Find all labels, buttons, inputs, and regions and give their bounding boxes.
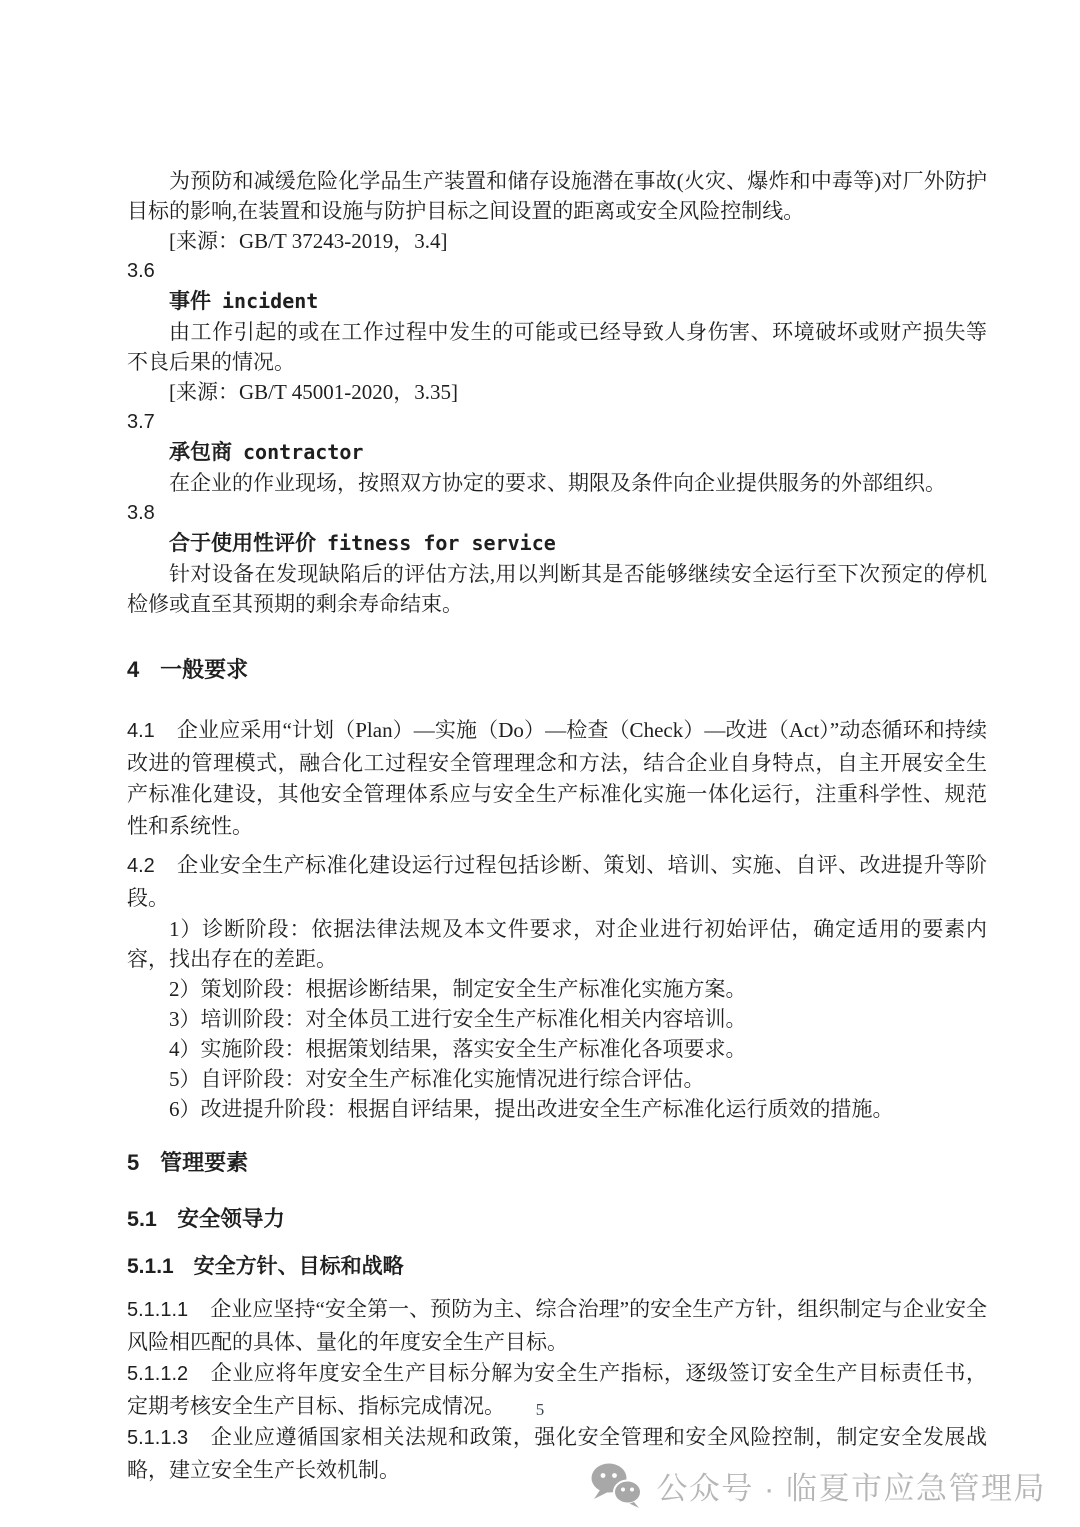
section-heading-5-1-1 bbox=[127, 1252, 987, 1282]
term-heading-incident bbox=[127, 286, 987, 317]
clause-number: 5.1.1.1 bbox=[127, 1299, 189, 1321]
wechat-icon bbox=[589, 1462, 643, 1508]
source-reference: [来源：GB/T 37243-2019，3.4] bbox=[169, 229, 448, 253]
clause-text: 企业应采用“计划（Plan）—实施（Do）—检查（Check）—改进（Act）”动态循环和持续改进的管理模式，融合化工过程安全管理理念和方法，结合企业自身特点，自主开展安全生产标准化建设，其他安全管理体系应与安全生产标准化实施一体化运行，注重科学性、规范性和系统性。 bbox=[127, 718, 987, 838]
definition-paragraph: 由工作引起的或在工作过程中发生的可能或已经导致人身伤害、环境破坏或财产损失等不良后果的情况。 bbox=[127, 320, 987, 374]
clause-4-2 bbox=[127, 850, 987, 914]
clause-text: 企业应遵循国家相关法规和政策，强化安全管理和安全风险控制，制定安全发展战略，建立安全生产长效机制。 bbox=[127, 1425, 987, 1482]
section-title: 管理要素 bbox=[160, 1150, 249, 1175]
term-zh: 承包商 bbox=[169, 441, 232, 464]
list-item-1: 1）诊断阶段：依据法律法规及本文件要求，对企业进行初始评估，确定适用的要素内容，找出存在的差距。 bbox=[127, 917, 987, 971]
source-reference: [来源：GB/T 45001-2020，3.35] bbox=[169, 380, 458, 404]
term-zh: 事件 bbox=[169, 290, 211, 313]
section-number: 5.1 bbox=[127, 1207, 157, 1231]
term-en: contractor bbox=[243, 440, 364, 464]
section-heading-4 bbox=[127, 655, 987, 685]
clause-text: 企业安全生产标准化建设运行过程包括诊断、策划、培训、实施、自评、改进提升等阶段。 bbox=[127, 853, 987, 910]
list-item-3: 3）培训阶段：对全体员工进行安全生产标准化相关内容培训。 bbox=[169, 1007, 747, 1031]
section-number: 5 bbox=[127, 1150, 140, 1175]
clause-number-3-7: 3.7 bbox=[127, 411, 155, 433]
clause-number: 5.1.1.2 bbox=[127, 1363, 189, 1385]
document-content bbox=[127, 166, 987, 1486]
section-title: 安全方针、目标和战略 bbox=[193, 1255, 404, 1278]
watermark-text: 公众号 · 临夏市应急管理局 bbox=[656, 1470, 1046, 1506]
clause-number: 5.1.1.3 bbox=[127, 1427, 189, 1449]
section-title: 安全领导力 bbox=[177, 1207, 285, 1231]
term-heading-fitness-for-service bbox=[127, 528, 987, 559]
clause-text: 企业应将年度安全生产目标分解为安全生产指标，逐级签订安全生产目标责任书，定期考核安全生产目标、指标完成情况。 bbox=[127, 1361, 987, 1418]
section-title: 一般要求 bbox=[160, 657, 249, 682]
definition-paragraph: 针对设备在发现缺陷后的评估方法,用以判断其是否能够继续安全运行至下次预定的停机检修或直至其预期的剩余寿命结束。 bbox=[127, 562, 987, 616]
page-number: 5 bbox=[535, 1400, 545, 1419]
clause-text: 企业应坚持“安全第一、预防为主、综合治理”的安全生产方针，组织制定与企业安全风险相匹配的具体、量化的年度安全生产目标。 bbox=[127, 1297, 987, 1354]
term-heading-contractor bbox=[127, 437, 987, 468]
term-zh: 合于使用性评价 bbox=[169, 532, 316, 555]
clause-number: 4.2 bbox=[127, 855, 155, 877]
section-number: 5.1.1 bbox=[127, 1255, 174, 1278]
clause-number: 4.1 bbox=[127, 720, 155, 742]
definition-paragraph: 在企业的作业现场，按照双方协定的要求、期限及条件向企业提供服务的外部组织。 bbox=[169, 471, 946, 495]
clause-number-3-8: 3.8 bbox=[127, 502, 155, 524]
list-item-2: 2）策划阶段：根据诊断结果，制定安全生产标准化实施方案。 bbox=[169, 977, 747, 1001]
clause-number-3-6: 3.6 bbox=[127, 260, 155, 282]
section-heading-5 bbox=[127, 1148, 987, 1178]
list-item-6: 6）改进提升阶段：根据自评结果，提出改进安全生产标准化运行质效的措施。 bbox=[169, 1097, 894, 1121]
section-number: 4 bbox=[127, 657, 140, 682]
term-en: fitness for service bbox=[327, 531, 556, 555]
clause-5-1-1-1 bbox=[127, 1294, 987, 1358]
section-heading-5-1 bbox=[127, 1204, 987, 1234]
list-item-4: 4）实施阶段：根据策划结果，落实安全生产标准化各项要求。 bbox=[169, 1037, 747, 1061]
term-en: incident bbox=[222, 289, 319, 313]
list-item-5: 5）自评阶段：对安全生产标准化实施情况进行综合评估。 bbox=[169, 1067, 705, 1091]
definition-paragraph: 为预防和减缓危险化学品生产装置和储存设施潜在事故(火灾、爆炸和中毒等)对厂外防护目标的影响,在装置和设施与防护目标之间设置的距离或安全风险控制线。 bbox=[127, 169, 987, 223]
wechat-watermark bbox=[589, 1462, 1046, 1508]
clause-4-1 bbox=[127, 715, 987, 842]
